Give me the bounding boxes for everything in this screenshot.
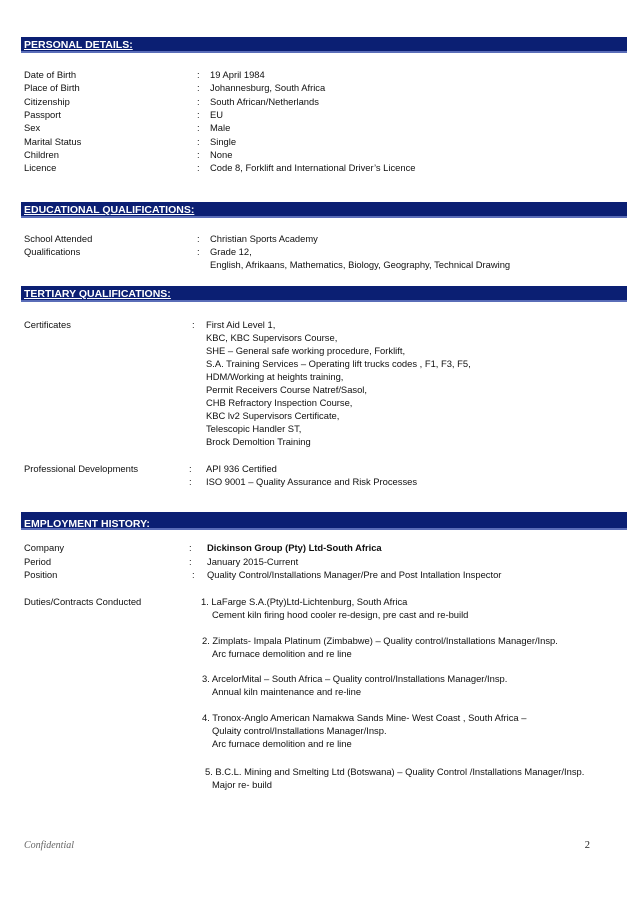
period-value: January 2015-Current (207, 556, 299, 567)
duties-label: Duties/Contracts Conducted (24, 596, 142, 607)
certificate-text: Brock Demoltion Training (206, 436, 311, 447)
colon: : (197, 135, 200, 147)
professional-development-2: ISO 9001 – Quality Assurance and Risk Processes (206, 476, 418, 487)
certificate-text: KBC lv2 Supervisors Certificate, (206, 410, 340, 421)
certificate-text: S.A. Training Services – Operating lift trucks codes , F1, F3, F5, (206, 358, 471, 369)
school-attended-value: Christian Sports Academy (210, 233, 318, 244)
section-header-tertiary-qualifications: TERTIARY QUALIFICATIONS: (21, 286, 627, 302)
colon: : (197, 69, 200, 80)
period-label: Period (24, 556, 52, 567)
certificate-text: CHB Refractory Inspection Course, (206, 397, 353, 408)
company-value: Dickinson Group (Pty) Ltd-South Africa (207, 542, 382, 553)
colon: : (197, 122, 200, 134)
qualifications-subjects: English, Afrikaans, Mathematics, Biology, Geography, Technical Drawing (210, 259, 511, 270)
certificate-text: SHE – General safe working procedure, Forklift, (206, 345, 406, 356)
colon: : (197, 82, 200, 94)
footer-confidential: Confidential (24, 840, 74, 851)
certificate-text: Permit Receivers Course Natref/Sasol, (206, 384, 367, 395)
certificate-text: Telescopic Handler ST, (206, 423, 302, 434)
colon: : (189, 463, 192, 474)
duty-contract-title-text: 5. B.C.L. Mining and Smelting Ltd (Botswana) – Quality Control /Installations Manager/Insp. (205, 766, 585, 777)
personal-detail-value: Code 8, Forklift and International Driver’s Licence (210, 162, 416, 174)
duty-contract-detail-text: Major re- build (212, 779, 272, 790)
section-header-employment-history: EMPLOYMENT HISTORY: (21, 512, 627, 530)
duty-contract-title-text: 1. LaFarge S.A.(Pty)Ltd-Lichtenburg, South Africa (201, 596, 408, 607)
colon: : (197, 108, 200, 120)
duty-contract-title-text: 3. ArcelorMital – South Africa – Quality control/Installations Manager/Insp. (202, 673, 508, 684)
personal-detail-value: South African/Netherlands (210, 95, 319, 107)
personal-detail-label: Marital Status (24, 135, 82, 147)
colon: : (189, 542, 192, 553)
personal-detail-value: None (210, 148, 233, 160)
duty-contract-title-text: 2. Zimplats- Impala Platinum (Zimbabwe) – Quality control/Installations Manager/Insp. (202, 635, 558, 646)
school-attended-label: School Attended (24, 233, 93, 244)
section-header-educational-qualifications: EDUCATIONAL QUALIFICATIONS: (21, 202, 627, 218)
certificates-label: Certificates (24, 319, 71, 330)
personal-detail-label: Date of Birth (24, 69, 77, 80)
professional-developments-label: Professional Developments (24, 463, 139, 474)
duty-contract-detail-text: Annual kiln maintenance and re-line (212, 686, 362, 697)
position-value: Quality Control/Installations Manager/Pre and Post Intallation Inspector (207, 569, 502, 580)
colon: : (192, 319, 195, 330)
personal-detail-label: Passport (24, 108, 61, 120)
colon: : (197, 95, 200, 107)
page-number: 2 (584, 840, 590, 851)
professional-development-1: API 936 Certified (206, 463, 277, 474)
position-label: Position (24, 569, 58, 580)
personal-detail-label: Place of Birth (24, 82, 80, 94)
colon: : (197, 233, 200, 244)
personal-detail-label: Licence (24, 162, 57, 174)
colon: : (189, 476, 192, 487)
qualifications-label: Qualifications (24, 246, 81, 257)
duty-contract-detail-text: Cement kiln firing hood cooler re-design, pre cast and re-build (212, 609, 469, 620)
colon: : (197, 162, 200, 174)
certificate-text: KBC, KBC Supervisors Course, (206, 332, 338, 343)
certificate-text: First Aid Level 1, (206, 319, 276, 330)
section-header-personal-details: PERSONAL DETAILS: (21, 37, 627, 53)
personal-detail-label: Citizenship (24, 95, 70, 107)
personal-detail-label: Children (24, 148, 59, 160)
personal-detail-value: 19 April 1984 (210, 69, 265, 80)
colon: : (197, 246, 200, 257)
duty-contract-detail-text: Arc furnace demolition and re line (212, 648, 352, 659)
certificate-text: HDM/Working at heights training, (206, 371, 344, 382)
duty-contract-detail-text: Qulaity control/Installations Manager/Insp. (212, 725, 387, 736)
duty-contract-detail-text: Arc furnace demolition and re line (212, 738, 352, 749)
company-label: Company (24, 542, 65, 553)
personal-detail-label: Sex (24, 122, 41, 134)
personal-detail-value: Johannesburg, South Africa (210, 82, 326, 94)
qualifications-value: Grade 12, (210, 246, 252, 257)
colon: : (189, 556, 192, 567)
colon: : (192, 569, 195, 580)
duty-contract-title-text: 4. Tronox-Anglo American Namakwa Sands Mine- West Coast , South Africa – (202, 712, 527, 723)
personal-detail-value: Male (210, 122, 231, 134)
personal-detail-value: EU (210, 108, 224, 120)
colon: : (197, 148, 200, 160)
personal-detail-value: Single (210, 135, 237, 147)
